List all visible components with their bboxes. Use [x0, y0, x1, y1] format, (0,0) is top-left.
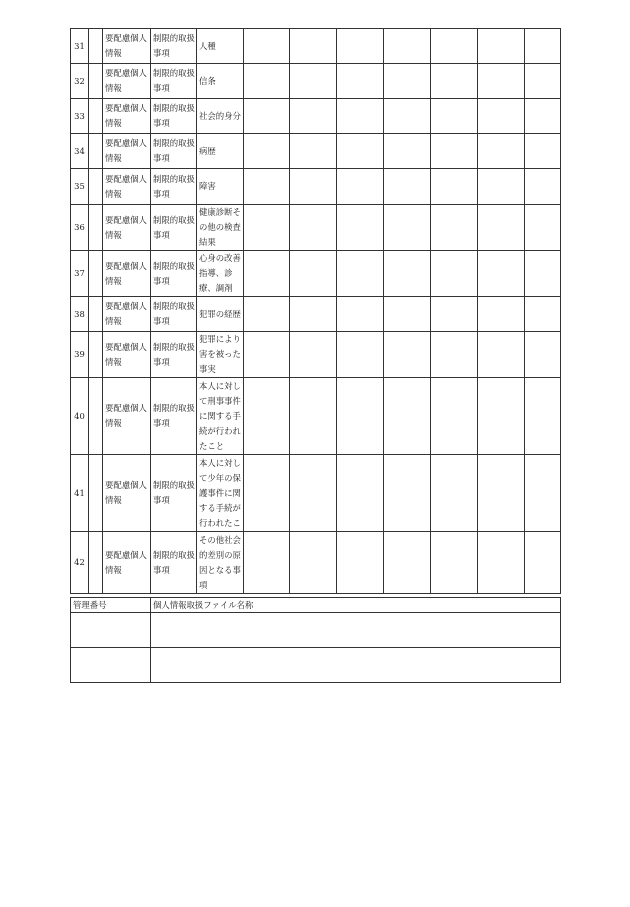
entry-cell[interactable]: [478, 532, 525, 594]
entry-cell[interactable]: [337, 532, 384, 594]
handling-cell: 制限的取扱事項: [151, 99, 197, 134]
entry-cell[interactable]: [290, 29, 337, 64]
entry-cell[interactable]: [244, 134, 290, 169]
category-cell: 要配慮個人情報: [103, 205, 151, 251]
category-cell: 要配慮個人情報: [103, 169, 151, 205]
row-number: 33: [71, 99, 89, 134]
entry-cell[interactable]: [431, 532, 478, 594]
entry-cell[interactable]: [384, 29, 431, 64]
handling-cell: 制限的取扱事項: [151, 251, 197, 297]
file-info-table: [70, 597, 561, 683]
entry-cell[interactable]: [384, 251, 431, 297]
entry-cell[interactable]: [290, 134, 337, 169]
entry-cell[interactable]: [290, 532, 337, 594]
management-number-label: 管理番号: [71, 598, 151, 613]
row-number: 38: [71, 297, 89, 332]
blank-cell: [89, 99, 103, 134]
entry-cell[interactable]: [337, 134, 384, 169]
entry-cell[interactable]: [384, 297, 431, 332]
handling-cell: 制限的取扱事項: [151, 378, 197, 455]
entry-cell[interactable]: [431, 332, 478, 378]
handling-cell: 制限的取扱事項: [151, 205, 197, 251]
entry-cell[interactable]: [290, 378, 337, 455]
table-row: [71, 29, 561, 64]
handling-cell: 制限的取扱事項: [151, 532, 197, 594]
file-info-header-row: [71, 598, 561, 613]
file-name-cell[interactable]: [151, 648, 561, 683]
category-cell: 要配慮個人情報: [103, 99, 151, 134]
entry-cell[interactable]: [290, 99, 337, 134]
entry-cell[interactable]: [431, 205, 478, 251]
entry-cell[interactable]: [525, 455, 561, 532]
entry-cell[interactable]: [384, 332, 431, 378]
category-cell: 要配慮個人情報: [103, 134, 151, 169]
item-cell: 信条: [197, 64, 244, 99]
file-info-row: [71, 648, 561, 683]
entry-cell[interactable]: [290, 455, 337, 532]
entry-cell[interactable]: [431, 378, 478, 455]
category-cell: 要配慮個人情報: [103, 251, 151, 297]
entry-cell[interactable]: [244, 29, 290, 64]
row-number: 34: [71, 134, 89, 169]
entry-cell[interactable]: [290, 332, 337, 378]
item-cell: 本人に対して刑事事件に関する手続が行われたこと: [197, 378, 244, 455]
entry-cell[interactable]: [290, 251, 337, 297]
entry-cell[interactable]: [478, 378, 525, 455]
entry-cell[interactable]: [525, 29, 561, 64]
entry-cell[interactable]: [431, 64, 478, 99]
table-row: [71, 297, 561, 332]
entry-cell[interactable]: [478, 251, 525, 297]
entry-cell[interactable]: [244, 64, 290, 99]
blank-cell: [89, 169, 103, 205]
entry-cell[interactable]: [525, 297, 561, 332]
item-cell: 社会的身分: [197, 99, 244, 134]
entry-cell[interactable]: [244, 169, 290, 205]
entry-cell[interactable]: [525, 134, 561, 169]
blank-cell: [89, 297, 103, 332]
category-cell: 要配慮個人情報: [103, 29, 151, 64]
entry-cell[interactable]: [244, 251, 290, 297]
entry-cell[interactable]: [478, 455, 525, 532]
row-number: 40: [71, 378, 89, 455]
entry-cell[interactable]: [431, 29, 478, 64]
entry-cell[interactable]: [525, 251, 561, 297]
row-number: 39: [71, 332, 89, 378]
entry-cell[interactable]: [478, 332, 525, 378]
blank-cell: [89, 29, 103, 64]
entry-cell[interactable]: [290, 64, 337, 99]
file-name-label: 個人情報取扱ファイル名称: [151, 598, 561, 613]
category-cell: 要配慮個人情報: [103, 455, 151, 532]
blank-cell: [89, 455, 103, 532]
handling-cell: 制限的取扱事項: [151, 134, 197, 169]
entry-cell[interactable]: [337, 455, 384, 532]
entry-cell[interactable]: [525, 99, 561, 134]
entry-cell[interactable]: [431, 251, 478, 297]
entry-cell[interactable]: [290, 297, 337, 332]
entry-cell[interactable]: [337, 297, 384, 332]
entry-cell[interactable]: [384, 99, 431, 134]
entry-cell[interactable]: [244, 455, 290, 532]
table-row: [71, 332, 561, 378]
table-row: [71, 134, 561, 169]
entry-cell[interactable]: [337, 99, 384, 134]
category-cell: 要配慮個人情報: [103, 64, 151, 99]
file-info-row: [71, 613, 561, 648]
entry-cell[interactable]: [478, 64, 525, 99]
handling-cell: 制限的取扱事項: [151, 297, 197, 332]
handling-cell: 制限的取扱事項: [151, 29, 197, 64]
entry-cell[interactable]: [290, 205, 337, 251]
entry-cell[interactable]: [384, 134, 431, 169]
row-number: 35: [71, 169, 89, 205]
handling-cell: 制限的取扱事項: [151, 455, 197, 532]
entry-cell[interactable]: [337, 378, 384, 455]
entry-cell[interactable]: [384, 455, 431, 532]
table-row: [71, 205, 561, 251]
blank-cell: [89, 532, 103, 594]
item-cell: 障害: [197, 169, 244, 205]
table-row: [71, 455, 561, 532]
row-number: 37: [71, 251, 89, 297]
blank-cell: [89, 332, 103, 378]
row-number: 31: [71, 29, 89, 64]
entry-cell[interactable]: [478, 205, 525, 251]
blank-cell: [89, 134, 103, 169]
entry-cell[interactable]: [525, 205, 561, 251]
entry-cell[interactable]: [244, 205, 290, 251]
blank-cell: [89, 64, 103, 99]
item-cell: 犯罪により害を被った事実: [197, 332, 244, 378]
personal-info-table: [70, 28, 561, 594]
entry-cell[interactable]: [337, 251, 384, 297]
blank-cell: [89, 205, 103, 251]
entry-cell[interactable]: [525, 378, 561, 455]
entry-cell[interactable]: [478, 134, 525, 169]
entry-cell[interactable]: [478, 169, 525, 205]
entry-cell[interactable]: [525, 169, 561, 205]
entry-cell[interactable]: [337, 169, 384, 205]
handling-cell: 制限的取扱事項: [151, 64, 197, 99]
handling-cell: 制限的取扱事項: [151, 169, 197, 205]
entry-cell[interactable]: [525, 532, 561, 594]
row-number: 41: [71, 455, 89, 532]
item-cell: 犯罪の経歴: [197, 297, 244, 332]
entry-cell[interactable]: [525, 332, 561, 378]
table-row: [71, 532, 561, 594]
row-number: 36: [71, 205, 89, 251]
entry-cell[interactable]: [290, 169, 337, 205]
category-cell: 要配慮個人情報: [103, 297, 151, 332]
table-row: [71, 169, 561, 205]
row-number: 42: [71, 532, 89, 594]
handling-cell: 制限的取扱事項: [151, 332, 197, 378]
item-cell: 病歴: [197, 134, 244, 169]
entry-cell[interactable]: [384, 64, 431, 99]
entry-cell[interactable]: [337, 332, 384, 378]
entry-cell[interactable]: [244, 297, 290, 332]
item-cell: 人種: [197, 29, 244, 64]
blank-cell: [89, 251, 103, 297]
entry-cell[interactable]: [384, 205, 431, 251]
entry-cell[interactable]: [431, 99, 478, 134]
item-cell: その他社会的差別の原因となる事項: [197, 532, 244, 594]
management-number-cell[interactable]: [71, 613, 151, 648]
item-cell: 心身の改善指導、診療、調剤: [197, 251, 244, 297]
entry-cell[interactable]: [244, 99, 290, 134]
entry-cell[interactable]: [244, 332, 290, 378]
blank-cell: [89, 378, 103, 455]
entry-cell[interactable]: [337, 64, 384, 99]
entry-cell[interactable]: [244, 532, 290, 594]
entry-cell[interactable]: [431, 455, 478, 532]
table-row: [71, 378, 561, 455]
management-number-cell[interactable]: [71, 648, 151, 683]
category-cell: 要配慮個人情報: [103, 332, 151, 378]
table-row: [71, 99, 561, 134]
entry-cell[interactable]: [337, 205, 384, 251]
category-cell: 要配慮個人情報: [103, 532, 151, 594]
entry-cell[interactable]: [244, 378, 290, 455]
entry-cell[interactable]: [431, 297, 478, 332]
table-row: [71, 251, 561, 297]
item-cell: 健康診断その他の検査結果: [197, 205, 244, 251]
entry-cell[interactable]: [478, 297, 525, 332]
entry-cell[interactable]: [525, 64, 561, 99]
entry-cell[interactable]: [337, 29, 384, 64]
entry-cell[interactable]: [384, 169, 431, 205]
entry-cell[interactable]: [478, 29, 525, 64]
item-cell: 本人に対して少年の保護事件に関する手続が行われたこ: [197, 455, 244, 532]
row-number: 32: [71, 64, 89, 99]
table-row: [71, 64, 561, 99]
entry-cell[interactable]: [431, 169, 478, 205]
entry-cell[interactable]: [384, 378, 431, 455]
entry-cell[interactable]: [478, 99, 525, 134]
category-cell: 要配慮個人情報: [103, 378, 151, 455]
entry-cell[interactable]: [384, 532, 431, 594]
entry-cell[interactable]: [431, 134, 478, 169]
file-name-cell[interactable]: [151, 613, 561, 648]
